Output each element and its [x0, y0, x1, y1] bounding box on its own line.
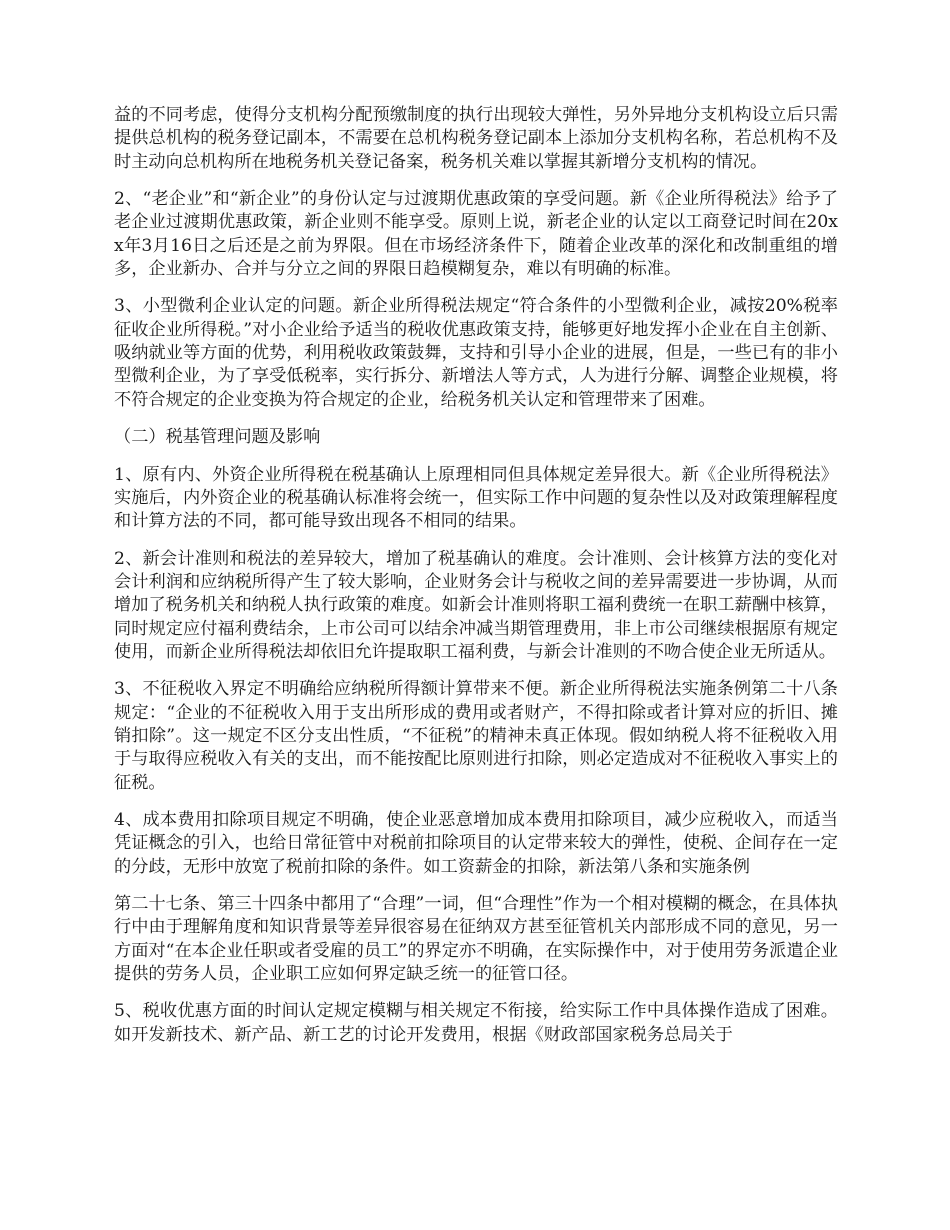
section-heading-tax-base: （二）税基管理问题及影响 — [114, 427, 321, 448]
paragraph-accounting-standards: 2、新会计准则和税法的差异较大，增加了税基确认的难度。会计准则、会计核算方法的变化对会计利润和应纳税所得产生了较大影响，企业财务会计与税收之间的差异需要进一步协调，从而增加了税务机关和纳税人执行政策的难度。如新会计准则将职工福利费统一在职工薪酬中核算，同时规定应付福利费结余，上市公司可以结余冲减当期管理费用，非上市公司继续根据原有规定使用，而新企业所得税法却依旧允许提取职工福利费，与新会计准则的不吻合使企业无所适从。 — [114, 548, 838, 662]
paragraph-old-new-enterprise: 2、“老企业”和“新企业”的身份认定与过渡期优惠政策的享受问题。新《企业所得税法》给予了老企业过渡期优惠政策，新企业则不能享受。原则上说，新老企业的认定以工商登记时间在20xx年3月16日之后还是之前为界限。但在市场经济条件下，随着企业改革的深化和改制重组的增多，企业新办、合并与分立之间的界限日趋模糊复杂，难以有明确的标准。 — [114, 189, 838, 279]
paragraph-cost-deductions: 4、成本费用扣除项目规定不明确，使企业恶意增加成本费用扣除项目，减少应税收入，而适当凭证概念的引入，也给日常征管中对税前扣除项目的认定带来较大的弹性，使税、企间存在一定的分歧，无形中放宽了税前扣除的条件。如工资薪金的扣除，新法第八条和实施条例 — [114, 810, 838, 877]
paragraph-small-low-profit: 3、小型微利企业认定的问题。新企业所得税法规定“符合条件的小型微利企业，减按20%税率征收企业所得税。”对小企业给予适当的税收优惠政策支持，能够更好地发挥小企业在自主创新、吸纳就业等方面的优势，利用税收政策鼓舞，支持和引导小企业的进展，但是，一些已有的非小型微利企业，为了享受低税率，实行拆分、新增法人等方式，人为进行分解、调整企业规模，将不符合规定的企业变换为符合规定的企业，给税务机关认定和管理带来了困难。 — [114, 296, 838, 410]
paragraph-non-taxable-income: 3、不征税收入界定不明确给应纳税所得额计算带来不便。新企业所得税法实施条例第二十八条规定：“企业的不征税收入用于支出所形成的费用或者财产，不得扣除或者计算对应的折旧、摊销扣除”。这一规定不区分支出性质，“不征税”的精神未真正体现。假如纳税人将不征税收入用于与取得应税收入有关的支出，而不能按配比原则进行扣除，则必定造成对不征税收入事实上的征税。 — [114, 679, 838, 793]
paragraph-reasonableness: 第二十七条、第三十四条中都用了“合理”一词，但“合理性”作为一个相对模糊的概念，在具体执行中由于理解角度和知识背景等差异很容易在征纳双方甚至征管机关内部形成不同的意见，另一方面对“在本企业任职或者受雇的员工”的界定亦不明确，在实际操作中，对于使用劳务派遣企业提供的劳务人员，企业职工应如何界定缺乏统一的征管口径。 — [114, 894, 838, 984]
paragraph-tax-base-differences: 1、原有内、外资企业所得税在税基确认上原理相同但具体规定差异很大。新《企业所得税法》实施后，内外资企业的税基确认标准将会统一，但实际工作中问题的复杂性以及对政策理解程度和计算方法的不同，都可能导致出现各不相同的结果。 — [114, 464, 838, 532]
paragraph-preferential-timing: 5、税收优惠方面的时间认定规定模糊与相关规定不衔接，给实际工作中具体操作造成了困难。如开发新技术、新产品、新工艺的讨论开发费用，根据《财政部国家税务总局关于 — [114, 1001, 838, 1045]
paragraph-branch-prepayment: 益的不同考虑，使得分支机构分配预缴制度的执行出现较大弹性，另外异地分支机构设立后只需提供总机构的税务登记副本，不需要在总机构税务登记副本上添加分支机构名称，若总机构不及时主动向总机构所在地税务机关登记备案，税务机关难以掌握其新增分支机构的情况。 — [114, 105, 838, 172]
